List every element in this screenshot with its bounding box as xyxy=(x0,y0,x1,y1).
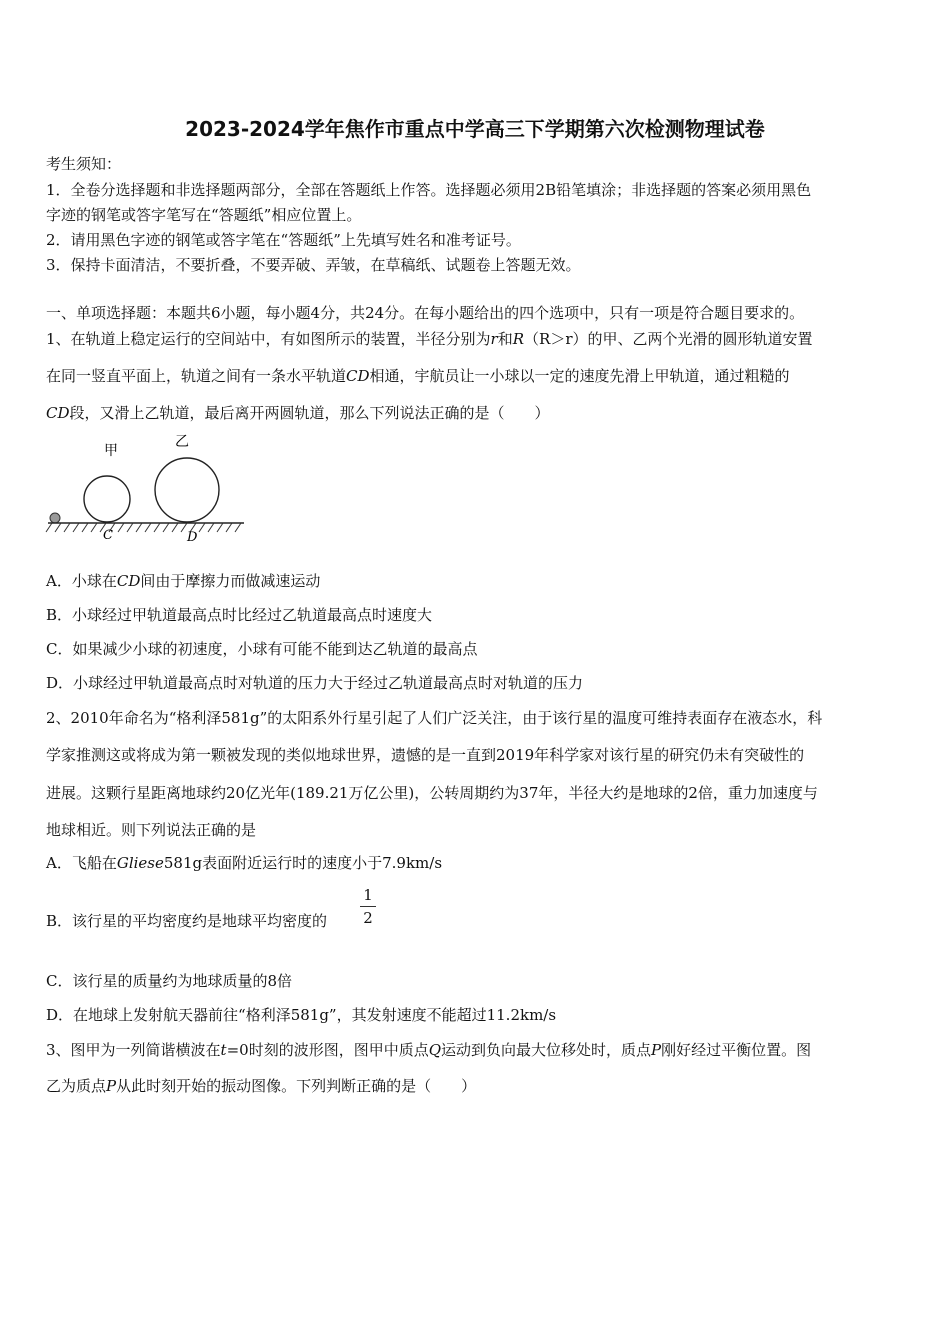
q1-text: 在同一竖直平面上，轨道之间有一条水平轨道 xyxy=(46,367,347,385)
q1-text: 间由于摩擦力而做减速运动 xyxy=(140,572,321,590)
notice-item: 1．全卷分选择题和非选择题两部分，全部在答题纸上作答。选择题必须用2B铅笔填涂；非选择题的答案必须用黑色 xyxy=(46,181,812,199)
q1-line-1 xyxy=(46,328,813,349)
point-label-d: D xyxy=(187,530,198,545)
point-label-c: C xyxy=(103,528,113,543)
fraction-numerator: 1 xyxy=(363,886,373,904)
q1-line-3 xyxy=(46,402,550,423)
q3-var-q: Q xyxy=(428,1041,442,1059)
q2-option-d: D．在地球上发射航天器前往“格利泽581g”，其发射速度不能超过11.2km/s xyxy=(46,1006,557,1024)
q1-text: 相通，宇航员让一小球以一定的速度先滑上甲轨道，通过粗糙的 xyxy=(369,367,790,385)
ground-hatching xyxy=(46,523,241,532)
q1-text: 段，又滑上乙轨道，最后离开两圆轨道，那么下列说法正确的是（ ） xyxy=(69,404,550,422)
q1-var-r: r xyxy=(490,330,498,348)
section-heading: 一、单项选择题：本题共6小题，每小题4分，共24分。在每小题给出的四个选项中，只有一项是符合题目要求的。 xyxy=(46,304,805,322)
figure-label-yi: 乙 xyxy=(175,434,189,450)
large-loop-track xyxy=(155,458,219,522)
q3-var-p: P xyxy=(106,1077,117,1095)
q1-var-cd: CD xyxy=(346,367,370,385)
notice-heading: 考生须知： xyxy=(46,155,122,173)
page-title: 2023-2024学年焦作市重点中学高三下学期第六次检测物理试卷 xyxy=(185,117,765,141)
q1-option-c: C．如果减少小球的初速度，小球有可能不能到达乙轨道的最高点 xyxy=(46,640,478,658)
q3-line-1 xyxy=(46,1039,811,1060)
q3-text: 从此时刻开始的振动图像。下列判断正确的是（ ） xyxy=(116,1077,477,1095)
q2-line-3: 进展。这颗行星距离地球约20亿光年(189.21万亿公里)，公转周期约为37年，半径大约是地球的2倍，重力加速度与 xyxy=(46,784,818,802)
notice-item: 2．请用黑色字迹的钢笔或答字笔在“答题纸”上先填写姓名和准考证号。 xyxy=(46,231,521,249)
q3-text: 3、图甲为一列简谐横波在 xyxy=(46,1041,221,1059)
q2-line-2: 学家推测这或将成为第一颗被发现的类似地球世界，遗憾的是一直到2019年科学家对该行星的研究仍未有突破性的 xyxy=(46,746,805,764)
q2-text: 581g表面附近运行时的速度小于7.9km/s xyxy=(163,854,443,872)
loop-track-figure xyxy=(44,428,254,546)
q1-text: （R＞r） xyxy=(524,330,588,348)
q1-var-cd: CD xyxy=(46,404,70,422)
q3-text: 乙为质点 xyxy=(46,1077,107,1095)
q2-line-4: 地球相近。则下列说法正确的是 xyxy=(46,821,257,839)
notice-item: 3．保持卡面清洁，不要折叠，不要弄破、弄皱，在草稿纸、试题卷上答题无效。 xyxy=(46,256,581,274)
q1-text: A．小球在 xyxy=(46,572,117,590)
ball xyxy=(50,513,60,523)
q1-text: 1、在轨道上稳定运行的空间站中，有如图所示的装置，半径分别为 xyxy=(46,330,491,348)
q3-text: 刚好经过平衡位置。图 xyxy=(661,1041,812,1059)
q2-var-gliese: Gliese xyxy=(116,854,164,872)
fraction-one-half xyxy=(360,886,376,927)
q3-text: =0时刻的波形图，图甲中质点 xyxy=(226,1041,429,1059)
q3-var-p: P xyxy=(651,1041,662,1059)
small-loop-track xyxy=(84,476,130,522)
q1-var-R: R xyxy=(512,330,525,348)
q1-text: 和 xyxy=(497,330,513,348)
q3-var-t: t xyxy=(220,1041,227,1059)
q3-text: 运动到负向最大位移处时，质点 xyxy=(441,1041,652,1059)
q2-option-b: B．该行星的平均密度约是地球平均密度的 xyxy=(46,912,328,930)
q2-option-c: C．该行星的质量约为地球质量的8倍 xyxy=(46,972,293,990)
q2-text: A．飞船在 xyxy=(46,854,117,872)
fraction-denominator: 2 xyxy=(363,909,373,927)
q1-option-a xyxy=(46,570,320,591)
q1-line-2 xyxy=(46,365,790,386)
q1-option-d: D．小球经过甲轨道最高点时对轨道的压力大于经过乙轨道最高点时对轨道的压力 xyxy=(46,674,584,692)
q2-line-1: 2、2010年命名为“格利泽581g”的太阳系外行星引起了人们广泛关注，由于该行星的温度可维持表面存在液态水，科 xyxy=(46,709,823,727)
q1-option-b: B．小球经过甲轨道最高点时比经过乙轨道最高点时速度大 xyxy=(46,606,433,624)
figure-label-jia: 甲 xyxy=(104,443,118,459)
notice-item: 字迹的钢笔或答字笔写在“答题纸”相应位置上。 xyxy=(46,206,362,224)
q1-text: 的甲、乙两个光滑的圆形轨道安置 xyxy=(587,330,813,348)
q3-line-2 xyxy=(46,1075,476,1096)
q1-var-cd: CD xyxy=(116,572,141,590)
fraction-bar xyxy=(360,906,376,907)
q2-option-a xyxy=(46,852,442,873)
